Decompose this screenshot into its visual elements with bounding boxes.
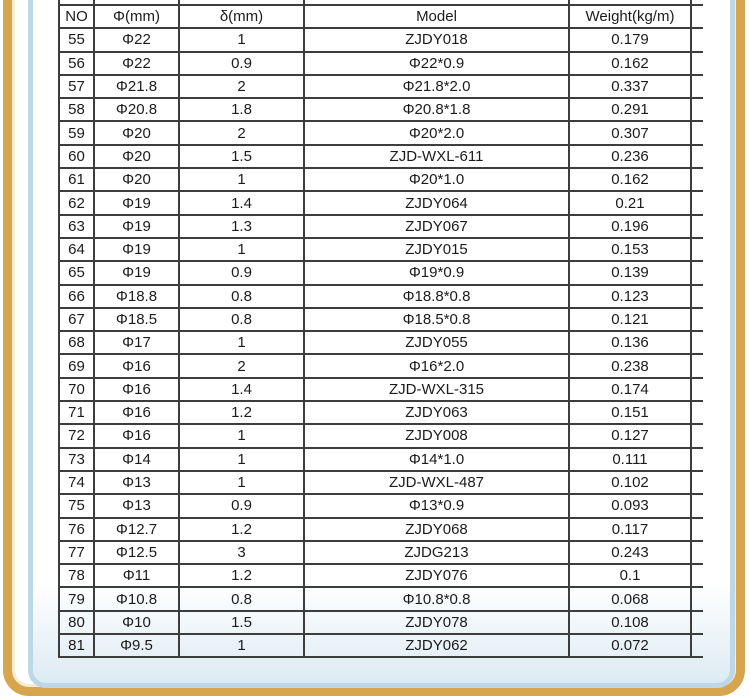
table-cell: 75 [59, 494, 94, 517]
table-row [59, 28, 703, 51]
table-cell-sliver [691, 331, 703, 354]
table-cell: Φ20.8*1.8 [304, 98, 569, 121]
table-row [59, 378, 703, 401]
table-cell: 74 [59, 471, 94, 494]
table-row [59, 285, 703, 308]
table-cell: 0.236 [569, 145, 691, 168]
header-cell-sliver [691, 5, 703, 28]
table-cell: 0.8 [179, 587, 304, 610]
table-row [59, 634, 703, 657]
table-cell: 80 [59, 611, 94, 634]
table-cell: Φ19 [94, 238, 179, 261]
table-cell: Φ20.8 [94, 98, 179, 121]
table-cell: 0.8 [179, 285, 304, 308]
table-cell: ZJD-WXL-487 [304, 471, 569, 494]
table-cell-sliver [691, 494, 703, 517]
table-cell: Φ22*0.9 [304, 52, 569, 75]
table-row [59, 191, 703, 214]
table-row [59, 424, 703, 447]
table-cell: Φ16 [94, 424, 179, 447]
table-cell: 0.151 [569, 401, 691, 424]
table-cell: 1.2 [179, 401, 304, 424]
table-cell: 62 [59, 191, 94, 214]
table-head [59, 0, 703, 28]
table-cell: 63 [59, 215, 94, 238]
table-cell: 1 [179, 168, 304, 191]
table-cell: ZJDY064 [304, 191, 569, 214]
table-row [59, 518, 703, 541]
table-cell: 0.068 [569, 587, 691, 610]
table-row [59, 52, 703, 75]
table-cell: 0.9 [179, 494, 304, 517]
table-cell: Φ20*1.0 [304, 168, 569, 191]
table-cell: 0.1 [569, 564, 691, 587]
table-cell: 81 [59, 634, 94, 657]
table-cell: 66 [59, 285, 94, 308]
table-cell: 0.108 [569, 611, 691, 634]
table-cell: 0.291 [569, 98, 691, 121]
table-cell: 0.117 [569, 518, 691, 541]
table-cell: ZJDY062 [304, 634, 569, 657]
table-cell-sliver [691, 401, 703, 424]
table-cell: Φ9.5 [94, 634, 179, 657]
table-row [59, 308, 703, 331]
table-cell: Φ12.5 [94, 541, 179, 564]
table-cell: 1 [179, 634, 304, 657]
table-cell-sliver [691, 308, 703, 331]
table-cell-sliver [691, 285, 703, 308]
table-cell-sliver [691, 564, 703, 587]
table-row [59, 401, 703, 424]
table-cell-sliver [691, 634, 703, 657]
table-cell: Φ19 [94, 191, 179, 214]
table-cell: 0.21 [569, 191, 691, 214]
table-cell: Φ18.8*0.8 [304, 285, 569, 308]
table-cell: 71 [59, 401, 94, 424]
table-cell: 1.4 [179, 378, 304, 401]
table-cell: 1 [179, 238, 304, 261]
table-cell: Φ19 [94, 215, 179, 238]
table-cell-sliver [691, 587, 703, 610]
table-row [59, 471, 703, 494]
table-cell: Φ16 [94, 354, 179, 377]
table-cell-sliver [691, 354, 703, 377]
table-cell-sliver [691, 75, 703, 98]
table-cell: 1.2 [179, 564, 304, 587]
table-cell-sliver [691, 261, 703, 284]
table-cell-sliver [691, 191, 703, 214]
table-cell-sliver [691, 471, 703, 494]
table-cell: 1 [179, 471, 304, 494]
table-cell: Φ19*0.9 [304, 261, 569, 284]
table-cell: Φ22 [94, 52, 179, 75]
table-cell: 70 [59, 378, 94, 401]
table-row [59, 75, 703, 98]
table-cell: 0.9 [179, 52, 304, 75]
column-header-no: NO [59, 5, 94, 28]
table-cell: 79 [59, 587, 94, 610]
table-cell: Φ18.5 [94, 308, 179, 331]
table-row [59, 98, 703, 121]
table-row [59, 238, 703, 261]
table-cell: ZJDY076 [304, 564, 569, 587]
column-header-thickness: δ(mm) [179, 5, 304, 28]
table-cell: 1 [179, 448, 304, 471]
table-cell: ZJDY018 [304, 28, 569, 51]
table-cell: 78 [59, 564, 94, 587]
table-cell: 0.9 [179, 261, 304, 284]
table-cell: 57 [59, 75, 94, 98]
table-cell: 72 [59, 424, 94, 447]
table-cell: 1.5 [179, 611, 304, 634]
table-cell: 60 [59, 145, 94, 168]
spec-table [58, 0, 703, 658]
table-cell: 59 [59, 121, 94, 144]
column-header-weight: Weight(kg/m) [569, 5, 691, 28]
table-cell-sliver [691, 168, 703, 191]
table-cell-sliver [691, 378, 703, 401]
table-row [59, 168, 703, 191]
table-cell: Φ18.5*0.8 [304, 308, 569, 331]
table-cell: 0.243 [569, 541, 691, 564]
table-cell: 0.139 [569, 261, 691, 284]
table-cell: 61 [59, 168, 94, 191]
table-cell: 68 [59, 331, 94, 354]
table-cell: Φ18.8 [94, 285, 179, 308]
table-cell-sliver [691, 121, 703, 144]
table-cell: Φ12.7 [94, 518, 179, 541]
table-cell: Φ20 [94, 121, 179, 144]
table-row [59, 121, 703, 144]
table-cell: Φ13 [94, 494, 179, 517]
table-cell: 56 [59, 52, 94, 75]
table-row [59, 587, 703, 610]
table-cell: Φ17 [94, 331, 179, 354]
table-cell: 0.238 [569, 354, 691, 377]
table-cell: 1 [179, 28, 304, 51]
table-cell: 65 [59, 261, 94, 284]
table-cell-sliver [691, 611, 703, 634]
table-cell: 0.127 [569, 424, 691, 447]
table-cell: Φ10.8 [94, 587, 179, 610]
table-cell: Φ21.8*2.0 [304, 75, 569, 98]
table-cell: 0.111 [569, 448, 691, 471]
table-cell: Φ14 [94, 448, 179, 471]
table-cell: 58 [59, 98, 94, 121]
table-cell: Φ20 [94, 168, 179, 191]
header-row [59, 5, 703, 28]
table-row [59, 261, 703, 284]
table-cell-sliver [691, 238, 703, 261]
table-row [59, 448, 703, 471]
table-row [59, 354, 703, 377]
table-cell: ZJDY055 [304, 331, 569, 354]
table-cell-sliver [691, 145, 703, 168]
table-cell: Φ16 [94, 378, 179, 401]
table-cell: Φ13*0.9 [304, 494, 569, 517]
table-cell: 3 [179, 541, 304, 564]
table-cell: 0.093 [569, 494, 691, 517]
table-cell: ZJDY068 [304, 518, 569, 541]
table-body [59, 28, 703, 657]
table-cell: ZJDY063 [304, 401, 569, 424]
table-cell: Φ20 [94, 145, 179, 168]
table-cell-sliver [691, 98, 703, 121]
table-cell: Φ22 [94, 28, 179, 51]
table-cell: 1.5 [179, 145, 304, 168]
table-cell: ZJDY078 [304, 611, 569, 634]
table-row [59, 145, 703, 168]
table-cell: 0.307 [569, 121, 691, 144]
table-cell-sliver [691, 52, 703, 75]
table-cell: 0.162 [569, 52, 691, 75]
table-cell: 73 [59, 448, 94, 471]
table-row [59, 494, 703, 517]
table-cell: 76 [59, 518, 94, 541]
table-cell: 1 [179, 424, 304, 447]
table-cell: 77 [59, 541, 94, 564]
table-row [59, 331, 703, 354]
table-cell: Φ20*2.0 [304, 121, 569, 144]
table-row [59, 215, 703, 238]
table-cell: 55 [59, 28, 94, 51]
table-cell: 64 [59, 238, 94, 261]
table-cell: 69 [59, 354, 94, 377]
table-cell-sliver [691, 215, 703, 238]
column-header-model: Model [304, 5, 569, 28]
table-cell: 0.174 [569, 378, 691, 401]
table-cell: 0.121 [569, 308, 691, 331]
table-cell: Φ11 [94, 564, 179, 587]
table-cell: 0.196 [569, 215, 691, 238]
table-cell: 1.4 [179, 191, 304, 214]
table-cell: Φ10.8*0.8 [304, 587, 569, 610]
table-cell-sliver [691, 541, 703, 564]
table-cell: 1.8 [179, 98, 304, 121]
table-cell: ZJD-WXL-611 [304, 145, 569, 168]
table-cell: 0.072 [569, 634, 691, 657]
table-cell: ZJDY067 [304, 215, 569, 238]
table-cell: 0.153 [569, 238, 691, 261]
table-cell: Φ10 [94, 611, 179, 634]
table-cell: Φ19 [94, 261, 179, 284]
table-cell: Φ13 [94, 471, 179, 494]
spec-table-container [58, 0, 703, 658]
table-cell: ZJDY015 [304, 238, 569, 261]
table-cell: 0.123 [569, 285, 691, 308]
table-cell: Φ21.8 [94, 75, 179, 98]
table-cell-sliver [691, 448, 703, 471]
table-cell: ZJD-WXL-315 [304, 378, 569, 401]
table-cell: 0.136 [569, 331, 691, 354]
table-cell: 1 [179, 331, 304, 354]
table-cell: Φ16 [94, 401, 179, 424]
table-cell-sliver [691, 424, 703, 447]
table-row [59, 564, 703, 587]
table-cell: Φ14*1.0 [304, 448, 569, 471]
table-cell: 0.179 [569, 28, 691, 51]
table-cell: 0.162 [569, 168, 691, 191]
table-cell: 0.8 [179, 308, 304, 331]
table-cell: 2 [179, 121, 304, 144]
table-cell-sliver [691, 28, 703, 51]
table-cell: 67 [59, 308, 94, 331]
table-cell: 0.337 [569, 75, 691, 98]
table-cell: 2 [179, 354, 304, 377]
table-row [59, 541, 703, 564]
table-row [59, 611, 703, 634]
table-cell: 1.2 [179, 518, 304, 541]
table-cell-sliver [691, 518, 703, 541]
table-cell: ZJDY008 [304, 424, 569, 447]
table-cell: 1.3 [179, 215, 304, 238]
column-header-diameter: Φ(mm) [94, 5, 179, 28]
table-cell: 2 [179, 75, 304, 98]
table-cell: ZJDG213 [304, 541, 569, 564]
table-cell: Φ16*2.0 [304, 354, 569, 377]
table-cell: 0.102 [569, 471, 691, 494]
